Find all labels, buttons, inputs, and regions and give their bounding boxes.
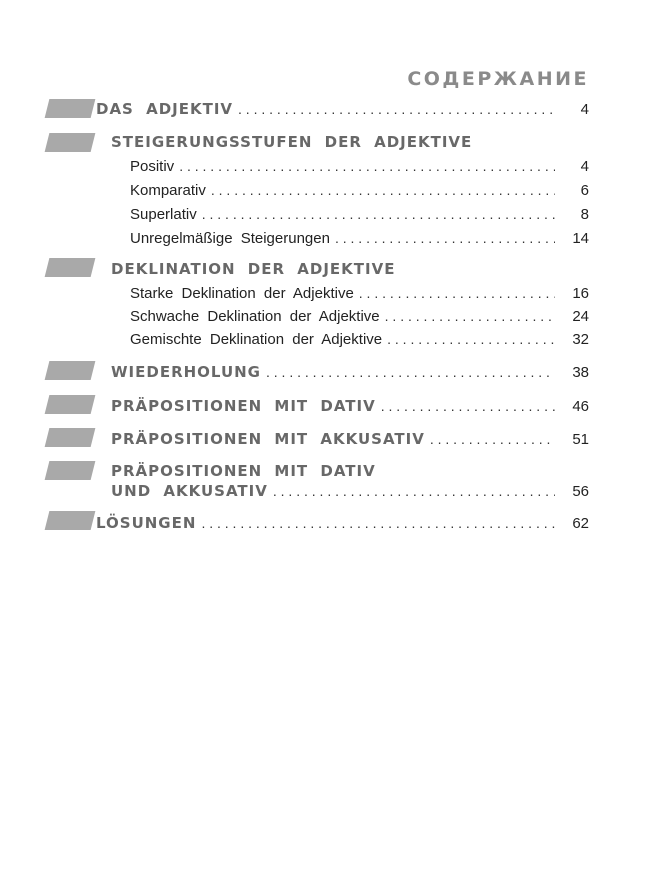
leader-dots xyxy=(387,331,555,347)
toc-section-heading: STEIGERUNGSSTUFEN DER ADJEKTIVE xyxy=(111,133,473,151)
toc-entry[interactable] xyxy=(111,363,589,381)
toc-entry[interactable] xyxy=(130,285,589,302)
toc-entry[interactable] xyxy=(130,308,589,325)
toc-entry-label: LÖSUNGEN xyxy=(96,514,197,532)
toc-entry-page: 16 xyxy=(572,285,589,302)
toc-entry-label: PRÄPOSITIONEN MIT DATIV xyxy=(111,397,376,415)
toc-entry[interactable] xyxy=(96,514,589,532)
section-marker xyxy=(45,461,96,480)
toc-entry[interactable] xyxy=(96,100,589,118)
leader-dots xyxy=(201,515,555,531)
toc-entry-page: 46 xyxy=(572,398,589,415)
toc-entry-label: WIEDERHOLUNG xyxy=(111,363,261,381)
toc-entry-page: 14 xyxy=(572,230,589,247)
page-title: СОДЕРЖАНИЕ xyxy=(407,68,589,90)
toc-entry-page: 51 xyxy=(572,431,589,448)
toc-entry[interactable] xyxy=(130,206,589,223)
leader-dots xyxy=(202,206,555,222)
toc-entry[interactable] xyxy=(130,182,589,199)
leader-dots xyxy=(211,182,555,198)
toc-entry-page: 32 xyxy=(572,331,589,348)
toc-entry-label: Gemischte Deklination der Adjektive xyxy=(130,331,383,348)
toc-entry-label: Superlativ xyxy=(130,206,197,223)
toc-entry-page: 8 xyxy=(580,206,589,223)
leader-dots xyxy=(385,308,555,324)
section-marker xyxy=(45,511,96,530)
toc-entry[interactable] xyxy=(111,397,589,415)
toc-entry-label: DAS ADJEKTIV xyxy=(96,100,234,118)
toc-entry-label: Unregelmäßige Steigerungen xyxy=(130,230,330,247)
leader-dots xyxy=(266,364,555,380)
toc-entry-page: 4 xyxy=(580,101,589,118)
toc-entry-label: Komparativ xyxy=(130,182,206,199)
section-marker xyxy=(45,258,96,277)
leader-dots xyxy=(381,398,555,414)
toc-entry-page: 6 xyxy=(580,182,589,199)
toc-entry-label: PRÄPOSITIONEN MIT DATIV xyxy=(111,462,376,480)
toc-entry[interactable] xyxy=(130,331,589,348)
section-marker xyxy=(45,99,96,118)
leader-dots xyxy=(179,158,555,174)
toc-entry-label: Starke Deklination der Adjektive xyxy=(130,285,354,302)
leader-dots xyxy=(359,285,555,301)
toc-entry-label-continued: UND AKKUSATIV xyxy=(111,482,268,500)
toc-entry-label: Schwache Deklination der Adjektive xyxy=(130,308,380,325)
toc-entry-label: PRÄPOSITIONEN MIT AKKUSATIV xyxy=(111,430,425,448)
toc-section-heading: DEKLINATION DER ADJEKTIVE xyxy=(111,260,396,278)
toc-entry-page: 24 xyxy=(572,308,589,325)
section-marker xyxy=(45,133,96,152)
toc-entry[interactable] xyxy=(111,482,589,500)
toc-entry[interactable] xyxy=(130,230,589,247)
section-marker xyxy=(45,395,96,414)
leader-dots xyxy=(335,230,555,246)
toc-entry-page: 62 xyxy=(572,515,589,532)
toc-entry[interactable] xyxy=(130,158,589,175)
toc-entry-label: Positiv xyxy=(130,158,175,175)
leader-dots xyxy=(273,483,555,499)
section-marker xyxy=(45,361,96,380)
toc-entry-page: 4 xyxy=(580,158,589,175)
toc-entry-page: 38 xyxy=(572,364,589,381)
toc-entry-page: 56 xyxy=(572,483,589,500)
leader-dots xyxy=(430,431,555,447)
leader-dots xyxy=(238,101,555,117)
section-marker xyxy=(45,428,96,447)
toc-entry[interactable] xyxy=(111,430,589,448)
